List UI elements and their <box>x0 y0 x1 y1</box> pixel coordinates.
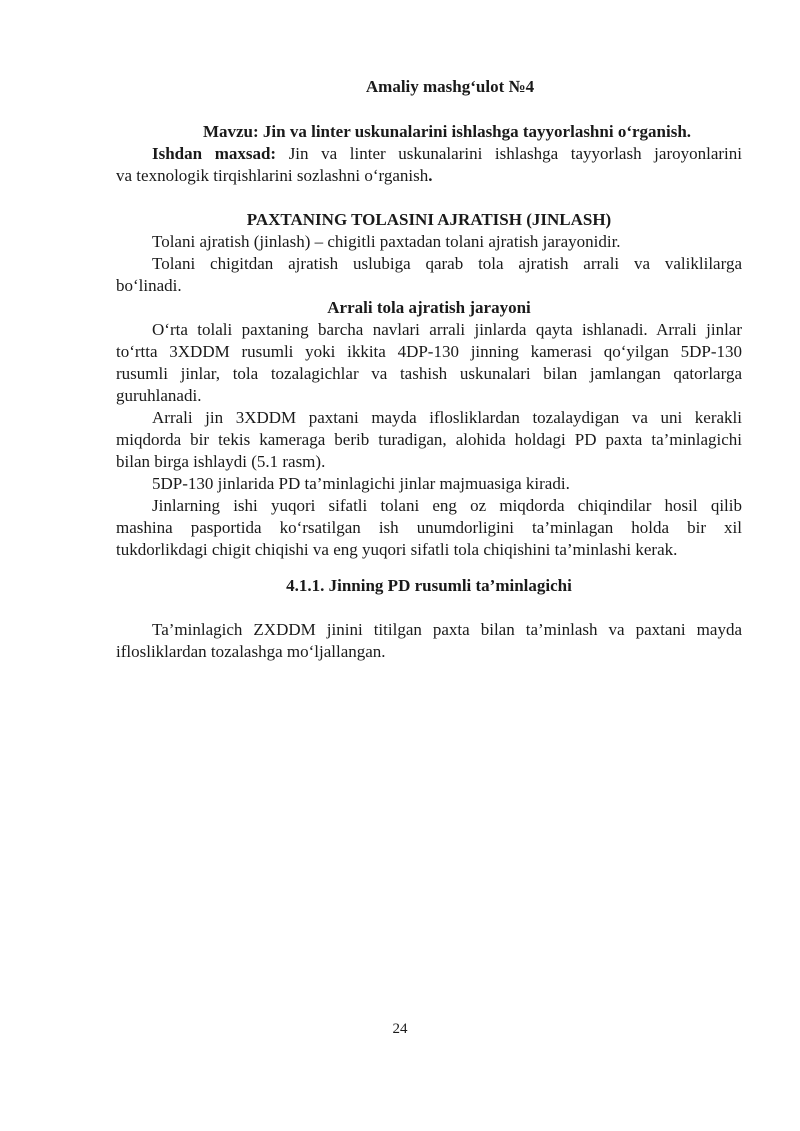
page-title: Amaliy mashg‘ulot №4 <box>365 77 535 96</box>
paragraph-4-line-2: miqdorda bir tekis kameraga berib turadigan, alohida holdagi PD paxta ta’minlagichi <box>116 430 742 449</box>
goal-end: . <box>428 166 433 185</box>
goal-label: Ishdan maxsad: <box>152 144 277 163</box>
topic-line: Mavzu: Jin va linter uskunalarini ishlashga tayyorlashni o‘rganish. <box>202 122 692 141</box>
goal-text-1: Jin va linter uskunalarini ishlashga tayyorlash jaroyonlarini <box>276 144 742 163</box>
paragraph-3-line-1: O‘rta tolali paxtaning barcha navlari arrali jinlarda qayta ishlanadi. Arrali jinlar <box>152 320 742 339</box>
paragraph-5: 5DP-130 jinlarida PD ta’minlagichi jinlar majmuasiga kiradi. <box>152 474 570 493</box>
paragraph-3-line-2: to‘rtta 3XDDM rusumli yoki ikkita 4DP-130 jinning kamerasi qo‘yilgan 5DP-130 <box>116 342 742 361</box>
paragraph-2-line-2: bo‘linadi. <box>116 276 182 295</box>
paragraph-3 <box>116 319 742 407</box>
paragraph-4-line-1: Arrali jin 3XDDM paxtani mayda iflosliklardan tozalaydigan va uni kerakli <box>152 408 742 427</box>
paragraph-7 <box>116 619 742 663</box>
paragraph-1: Tolani ajratish (jinlash) – chigitli paxtadan tolani ajratish jarayonidir. <box>152 232 621 251</box>
goal-line-2 <box>116 165 742 187</box>
paragraph-4 <box>116 407 742 473</box>
goal-text-2: va texnologik tirqishlarini sozlashni o‘rganish <box>116 166 429 185</box>
paragraph-3-line-4: guruhlanadi. <box>116 386 202 405</box>
subsection-heading: Arrali tola ajratish jarayoni <box>327 298 531 317</box>
paragraph-2-line-1: Tolani chigitdan ajratish uslubiga qarab tola ajratish arrali va valiklilarga <box>152 254 742 273</box>
paragraph-4-line-3: bilan birga ishlaydi (5.1 rasm). <box>116 452 326 471</box>
goal-paragraph <box>116 143 742 187</box>
paragraph-6-line-2: mashina pasportida ko‘rsatilgan ish unumdorligini ta’minlagan holda bir xil <box>116 518 742 537</box>
paragraph-2 <box>116 253 742 297</box>
subsection-2-heading: 4.1.1. Jinning PD rusumli ta’minlagichi <box>286 576 572 595</box>
page-number: 24 <box>392 1021 408 1037</box>
section-heading: PAXTANING TOLASINI AJRATISH (JINLASH) <box>246 210 612 229</box>
paragraph-6 <box>116 495 742 561</box>
paragraph-7-line-1: Ta’minlagich ZXDDM jinini titilgan paxta bilan ta’minlash va paxtani mayda <box>152 620 742 639</box>
paragraph-6-line-3: tukdorlikdagi chigit chiqishi va eng yuqori sifatli tola chiqishini ta’minlashi kerak. <box>116 540 678 559</box>
goal-line-1 <box>116 143 742 165</box>
paragraph-7-line-2: iflosliklardan tozalashga mo‘ljallangan. <box>116 642 386 661</box>
paragraph-3-line-3: rusumli jinlar, tola tozalagichlar va tashish uskunalari bilan jamlangan qatorlarga <box>116 364 742 383</box>
paragraph-6-line-1: Jinlarning ishi yuqori sifatli tolani eng oz miqdorda chiqindilar hosil qilib <box>152 496 742 515</box>
